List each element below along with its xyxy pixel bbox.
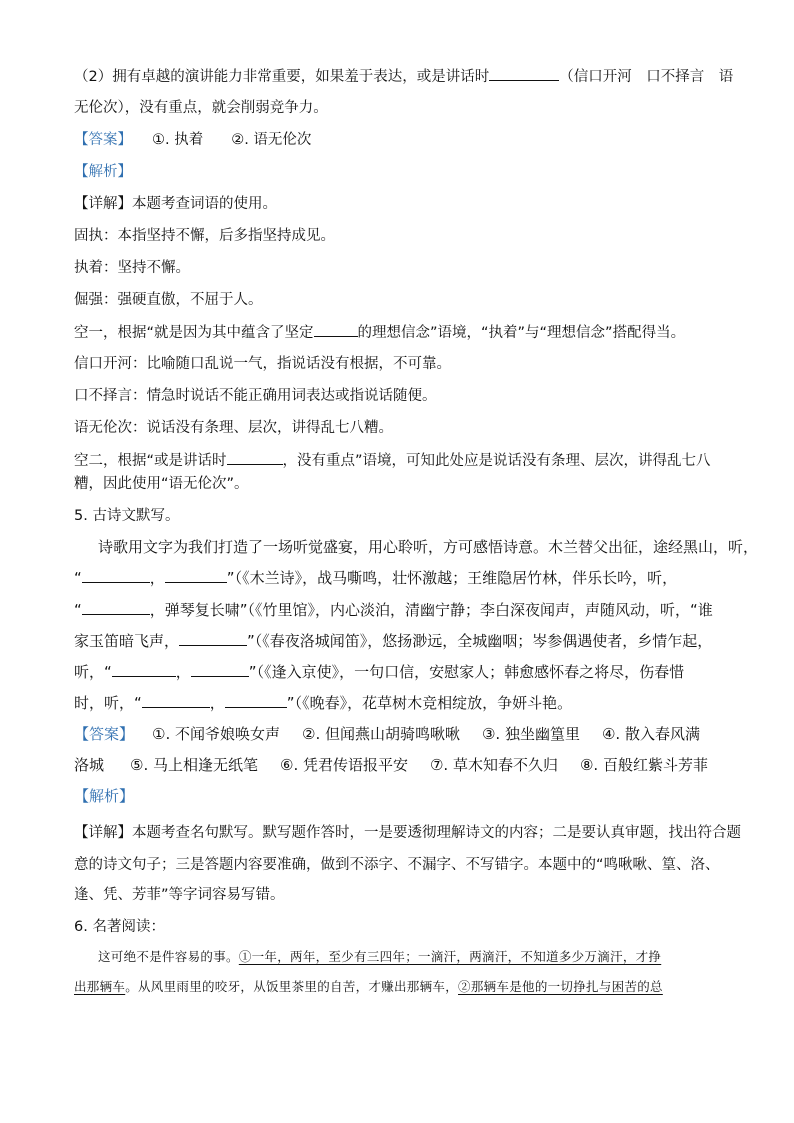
text: ，弹琴复长啸”（《竹里馆》，内心淡泊，清幽宁静；李白深夜闻声，声随风动，听，“谁 [149, 601, 713, 619]
q5-paragraph-line: 诗歌用文字为我们打造了一场听觉盛宴，用心聆听，方可感悟诗意。木兰替父出征，途经黑山，听， [98, 538, 759, 556]
answer-blank [82, 600, 150, 615]
text: ”（《晚春》，花草树木竞相绽放，争妍斗艳。 [286, 694, 573, 712]
answer-blank [314, 322, 358, 337]
text: ， [209, 694, 225, 712]
text: “ [74, 601, 82, 619]
text: （2）拥有卓越的演讲能力非常重要，如果羞于表达，或是讲话时 [74, 69, 490, 85]
analysis-label: 【解析】 [74, 164, 132, 180]
q4-part2-line1 [74, 66, 733, 87]
text: 空二，根据“或是讲话时 [74, 453, 227, 469]
answer-label: 【答案】 [74, 132, 132, 148]
text: 听，“ [74, 663, 112, 681]
q5-paragraph-line [74, 568, 677, 588]
analysis-line: 意的诗文句子；三是答题内容要准确，做到不添字、不漏字、不写错字。本题中的“鸣啾啾、篁、洛、 [74, 857, 720, 873]
answer-blank [165, 568, 227, 583]
underlined-text: ①一年，两年，至少有三四年；一滴汗，两滴汗，不知道多少万滴汗，才挣 [238, 949, 662, 964]
answer-item: ④. 散入春风满 [601, 725, 700, 743]
answer-item: ①. 执着 [152, 132, 204, 148]
analysis-label: 【解析】 [74, 787, 135, 805]
answer-item: 洛城 [74, 756, 105, 774]
text: 这可绝不是件容易的事。 [98, 949, 239, 964]
analysis-blank1 [74, 322, 685, 343]
q6-excerpt-line [98, 947, 661, 967]
underlined-text: ②那辆车是他的一切挣扎与困苦的总 [458, 979, 663, 994]
text: ”（《木兰诗》，战马嘶鸣，壮怀激越；王维隐居竹林，伴乐长吟，听， [226, 569, 678, 587]
analysis-line: 信口开河：比喻随口乱说一气，指说话没有根据，不可靠。 [74, 356, 451, 372]
analysis-detail: 【详解】本题考查词语的使用。 [74, 196, 277, 212]
answer-blank [225, 693, 287, 708]
answer-item: ②. 语无伦次 [231, 132, 312, 148]
analysis-line: 倔强：强硬直傲，不屈于人。 [74, 292, 263, 308]
answer-item: ⑦. 草木知春不久归 [429, 756, 558, 774]
analysis-line: 固执：本指坚持不懈，后多指坚持成见。 [74, 228, 335, 244]
answer-item: ③. 独坐幽篁里 [481, 725, 580, 743]
q5-answer-line1 [74, 724, 700, 744]
text: 。从风里雨里的咬牙，从饭里茶里的自苦，才赚出那辆车， [125, 979, 459, 994]
text: ， [175, 663, 191, 681]
text: “ [74, 569, 82, 587]
answer-blank [227, 450, 283, 465]
q5-paragraph-line [74, 600, 713, 620]
q5-paragraph-line [74, 693, 572, 713]
text: （信口开河 口不择言 语 [559, 69, 734, 85]
text: ”（《春夜洛城闻笛》，悠扬渺远，全城幽咽；岑参偶遇使者，乡情乍起， [247, 632, 713, 650]
answer-label: 【答案】 [74, 725, 135, 743]
text: 的理想信念”语境，“执着”与“理想信念”搭配得当。 [357, 325, 686, 341]
analysis-line: 逢、凭、芳菲”等字词容易写错。 [74, 887, 285, 903]
analysis-line: 口不择言：情急时说话不能正确用词表达或指说话随便。 [74, 388, 437, 404]
question-title: 5. 古诗文默写。 [74, 508, 180, 524]
answer-blank [82, 568, 150, 583]
q5-paragraph-line [74, 631, 712, 651]
answer-item: ⑤. 马上相逢无纸笔 [130, 756, 258, 774]
text: 家玉笛暗飞声， [74, 632, 180, 650]
q5-answer-line2 [74, 755, 708, 775]
answer-item: ⑧. 百般红紫斗芳菲 [579, 756, 708, 774]
answer-item: ②. 但闻燕山胡骑鸣啾啾 [302, 725, 460, 743]
text: 空一，根据“就是因为其中蕴含了坚定 [74, 325, 314, 341]
text: ，没有重点”语境，可知此处应是说话没有条理、层次，讲得乱七八 [282, 453, 711, 469]
analysis-line: 语无伦次：说话没有条理、层次，讲得乱七八糟。 [74, 420, 393, 436]
q4-answer [74, 130, 311, 150]
q5-paragraph-line [74, 662, 684, 682]
analysis-line: 执着：坚持不懈。 [74, 260, 190, 276]
answer-blank [179, 631, 247, 646]
analysis-blank2 [74, 450, 711, 471]
answer-blank [191, 662, 249, 677]
analysis-line: 【详解】本题考查名句默写。默写题作答时，一是要透彻理解诗文的内容；二是要认真审题，找出符合题 [74, 825, 741, 841]
underlined-text: 出那辆车 [74, 979, 126, 994]
answer-blank [489, 66, 559, 81]
answer-item: ①. 不闻爷娘唤女声 [152, 725, 280, 743]
answer-blank [142, 693, 210, 708]
analysis-line: 糟，因此使用“语无伦次”。 [74, 476, 249, 492]
answer-item: ⑥. 凭君传语报平安 [280, 756, 408, 774]
q4-part2-line2: 无伦次），没有重点，就会削弱竞争力。 [74, 100, 328, 116]
answer-blank [112, 662, 176, 677]
q6-excerpt-line [74, 977, 663, 997]
text: ”（《逢入京使》，一句口信，安慰家人；韩愈感怀春之将尽，伤春惜 [248, 663, 685, 681]
text: ， [149, 569, 165, 587]
text: 时，听，“ [74, 694, 142, 712]
question-title: 6. 名著阅读： [74, 919, 165, 935]
